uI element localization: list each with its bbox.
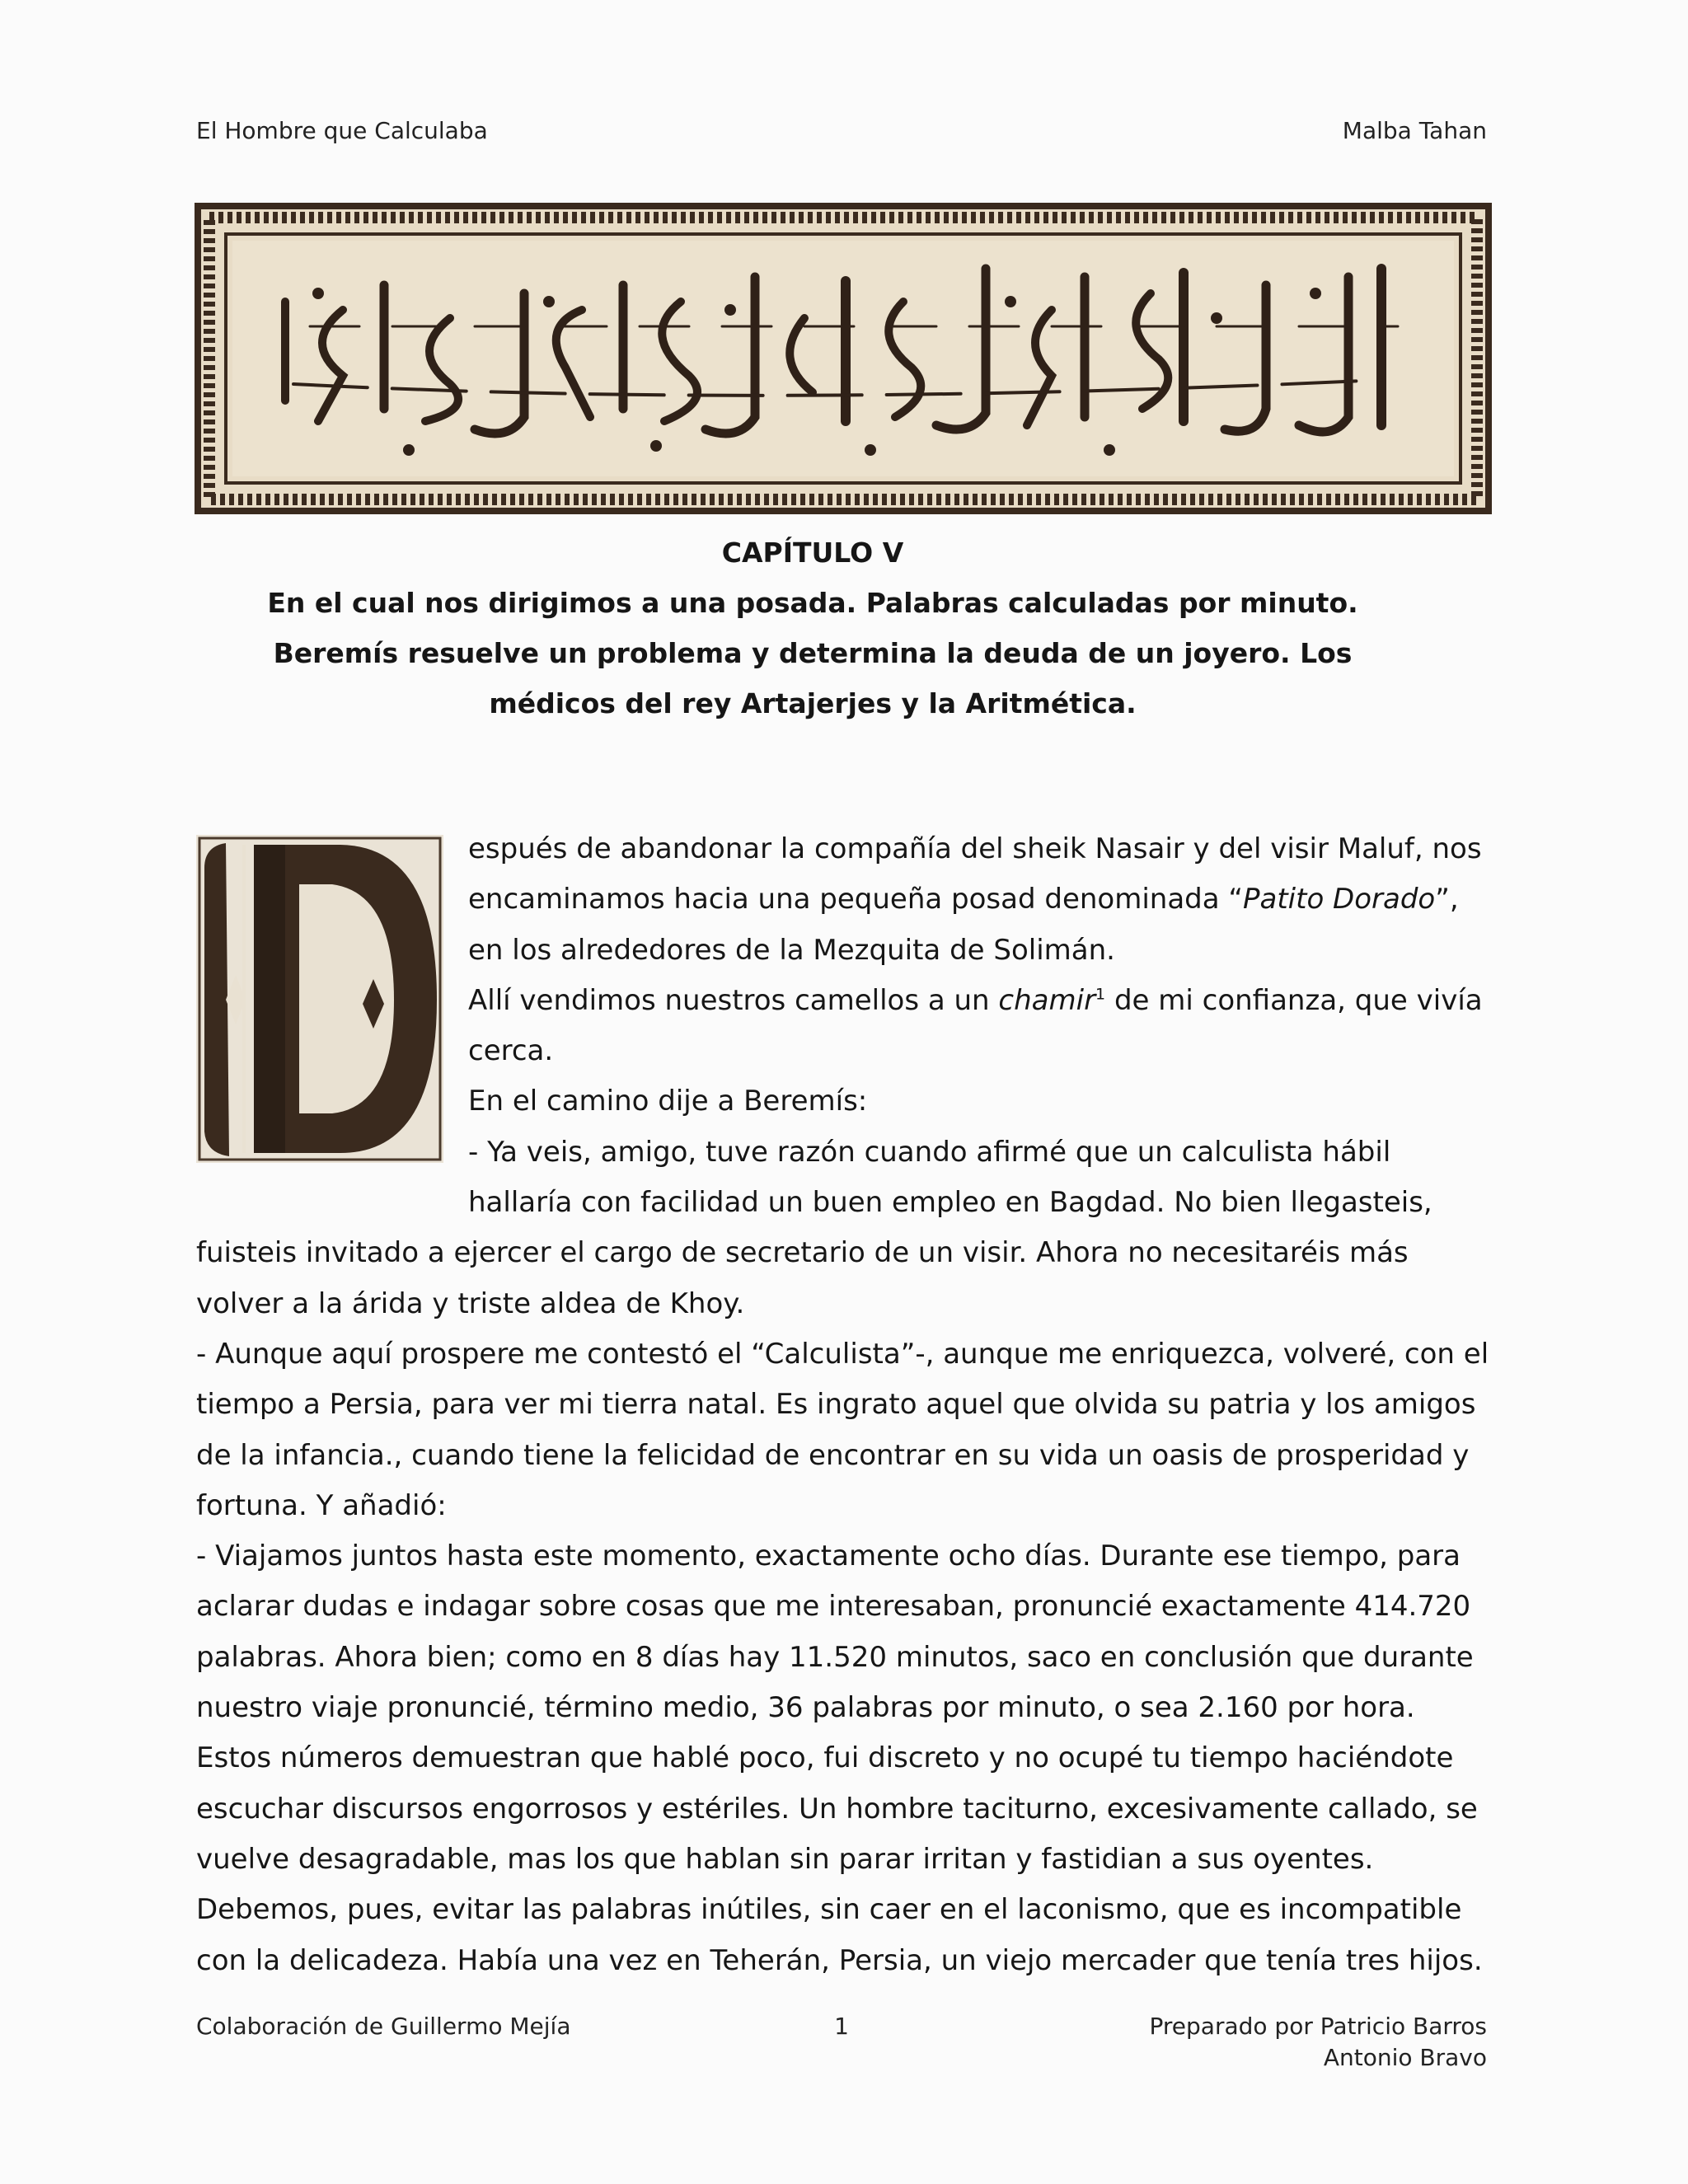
paragraph-text: de mi confianza, que vivía cerca. [468,983,1483,1068]
page-number: 1 [834,2013,849,2040]
footer-prepared-by [1150,2011,1488,2074]
paragraph: En el camino dije a Beremís: [468,1085,868,1118]
term-chamir: chamir [998,983,1096,1017]
paragraph-text: espués de abandonar la compañía del sheik Nasair y del visir Maluf, nos encaminamos hacia una pequeña posad denominada “ [468,832,1482,916]
chapter-heading [195,527,1431,729]
paragraph-text: ”, en los alrededores de la Mezquita de Solimán. [468,883,1459,967]
page-header [196,117,1487,150]
body-text [196,824,1490,1986]
calligraphy-image [195,203,1492,514]
paragraph: - Aunque aquí prospere me contestó el “Calculista”-, aunque me enriquezca, volveré, con el tiempo a Persia, para ver mi tierra natal. Es ingrato aquel que olvida su patria y los amigos de la infancia., cuando tiene la felicidad de encontrar en su vida un oasis de prosperidad y fortuna. Y añadió: [196,1337,1489,1522]
paragraph: - Ya veis, amigo, tuve razón cuando afirmé que un calculista hábil hallaría con facilidad un buen empleo en Bagdad. No bien llegasteis, fuisteis invitado a ejercer el cargo de secretario de un visir. Ahora no necesitaréis más volver a la árida y triste aldea de Khoy. [196,1135,1432,1320]
header-book-title: El Hombre que Calculaba [196,117,488,144]
drop-cap-spacer [196,824,468,1179]
footer-collaboration: Colaboración de Guillermo Mejía [196,2013,571,2040]
footer-preparer: Preparado por Patricio Barros [1149,2013,1487,2040]
chapter-subtitle: En el cual nos dirigimos a una posada. Palabras calculadas por minuto. Beremís resuelve un problema y determina la deuda de un joyero. Los médicos del rey Artajerjes y la Aritmética. [267,587,1358,719]
footnote-ref[interactable]: 1 [1095,985,1106,1004]
paragraph: - Viajamos juntos hasta este momento, exactamente ocho días. Durante ese tiempo, para aclarar dudas e indagar sobre cosas que me interesaban, pronuncié exactamente 414.720 palabras. Ahora bien; como en 8 días hay 11.520 minutos, saco en conclusión que durante nuestro viaje pronuncié, término medio, 36 palabras por minuto, o sea 2.160 por hora. Estos números demuestran que hablé poco, fui discreto y no ocupé tu tiempo haciéndote escuchar discursos engorrosos y estériles. Un hombre taciturno, excesivamente callado, se vuelve desagradable, mas los que hablan sin parar irritan y fastidian a sus oyentes. Debemos, pues, evitar las palabras inútiles, sin caer en el laconismo, que es incompatible con la delicadeza. Había una vez en Teherán, Persia, un viejo mercader que tenía tres hijos. [196,1540,1483,1977]
header-author: Malba Tahan [1342,117,1487,144]
chapter-title: CAPÍTULO V [721,537,904,569]
inn-name: Patito Dorado [1243,883,1436,916]
paragraph-text: Allí vendimos nuestros camellos a un [468,983,999,1017]
arabic-calligraphy-banner [195,203,1492,514]
footer-preparer-2: Antonio Bravo [1323,2044,1487,2071]
